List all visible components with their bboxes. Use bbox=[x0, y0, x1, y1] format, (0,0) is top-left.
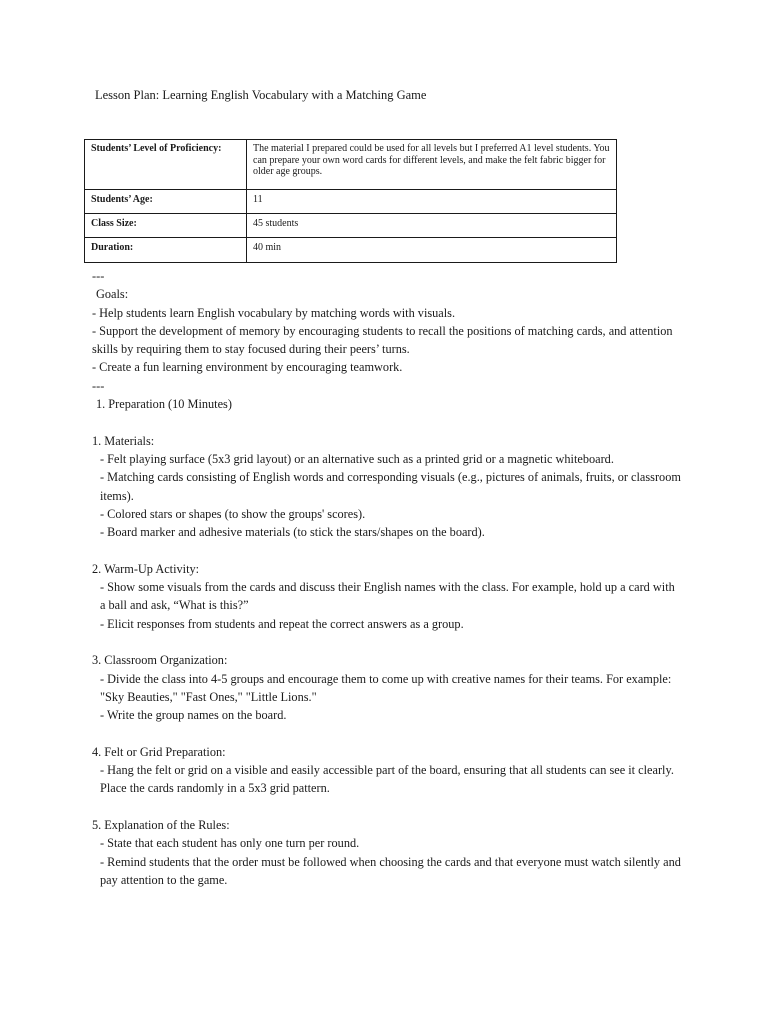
row-label-colon: : bbox=[133, 218, 137, 229]
list-item: - Elicit responses from students and repeat the correct answers as a group. bbox=[100, 616, 464, 631]
lesson-body bbox=[92, 267, 682, 889]
preparation-heading: 1. Preparation (10 Minutes) bbox=[96, 397, 232, 412]
table-value-cell: The material I prepared could be used for all levels but I preferred A1 level students. You can prepare your own word cards for different levels, and make the felt fabric bigger for older age groups. bbox=[247, 140, 617, 190]
classroom-organization-heading: 3. Classroom Organization: bbox=[92, 653, 228, 668]
row-label: Students’ Age bbox=[91, 194, 150, 205]
goals-heading: Goals: bbox=[96, 287, 129, 302]
goal-item: - Help students learn English vocabulary by matching words with visuals. bbox=[92, 305, 456, 320]
table-label-cell bbox=[85, 214, 247, 238]
table-label-cell bbox=[85, 238, 247, 263]
section-divider: --- bbox=[92, 378, 105, 393]
table-row bbox=[85, 238, 617, 263]
row-label: Duration bbox=[91, 242, 130, 253]
section-divider: --- bbox=[92, 269, 105, 283]
materials-heading: 1. Materials: bbox=[92, 433, 155, 448]
rules-heading: 5. Explanation of the Rules: bbox=[92, 817, 230, 832]
list-item: - Divide the class into 4-5 groups and encourage them to come up with creative names for their teams. For example: "Sky Beauties," "Fast Ones," "Little Lions." bbox=[100, 671, 672, 704]
list-item: - Show some visuals from the cards and discuss their English names with the class. For example, hold up a card with a ball and ask, “What is this?” bbox=[100, 580, 675, 613]
table-value-cell: 40 min bbox=[247, 238, 617, 263]
lesson-info-table bbox=[84, 139, 617, 263]
list-item: - Remind students that the order must be followed when choosing the cards and that everyone must watch silently and pay attention to the game. bbox=[100, 854, 681, 887]
table-row bbox=[85, 214, 617, 238]
list-item: - State that each student has only one turn per round. bbox=[100, 836, 360, 851]
page-title: Lesson Plan: Learning English Vocabulary with a Matching Game bbox=[95, 88, 427, 102]
table-row bbox=[85, 140, 617, 190]
table-row bbox=[85, 190, 617, 214]
grid-preparation-heading: 4. Felt or Grid Preparation: bbox=[92, 744, 226, 759]
table-value-cell: 11 bbox=[247, 190, 617, 214]
table-label-cell bbox=[85, 140, 247, 190]
list-item: - Matching cards consisting of English words and corresponding visuals (e.g., pictures of animals, fruits, or classroom items). bbox=[100, 470, 681, 503]
list-item: - Write the group names on the board. bbox=[100, 708, 287, 723]
table-label-cell bbox=[85, 190, 247, 214]
row-label-colon: : bbox=[149, 194, 153, 205]
row-label-colon: : bbox=[218, 143, 222, 154]
goal-item: - Support the development of memory by encouraging students to recall the positions of matching cards, and attention skills by requiring them to stay focused during their peers’ turns. bbox=[92, 323, 673, 357]
row-label: Students’ Level of Proficiency bbox=[91, 143, 219, 154]
list-item: - Hang the felt or grid on a visible and easily accessible part of the board, ensuring that all students can see it clearly. Place the cards randomly in a 5x3 grid pattern. bbox=[100, 763, 674, 796]
row-label: Class Size bbox=[91, 218, 134, 229]
row-label-colon: : bbox=[129, 242, 134, 253]
goal-item: - Create a fun learning environment by encouraging teamwork. bbox=[92, 360, 403, 375]
table-value-cell: 45 students bbox=[247, 214, 617, 238]
list-item: - Felt playing surface (5x3 grid layout) or an alternative such as a printed grid or a magnetic whiteboard. bbox=[100, 451, 614, 466]
warm-up-heading: 2. Warm-Up Activity: bbox=[92, 561, 200, 576]
list-item: - Colored stars or shapes (to show the groups' scores). bbox=[100, 506, 366, 521]
list-item: - Board marker and adhesive materials (to stick the stars/shapes on the board). bbox=[100, 525, 485, 540]
